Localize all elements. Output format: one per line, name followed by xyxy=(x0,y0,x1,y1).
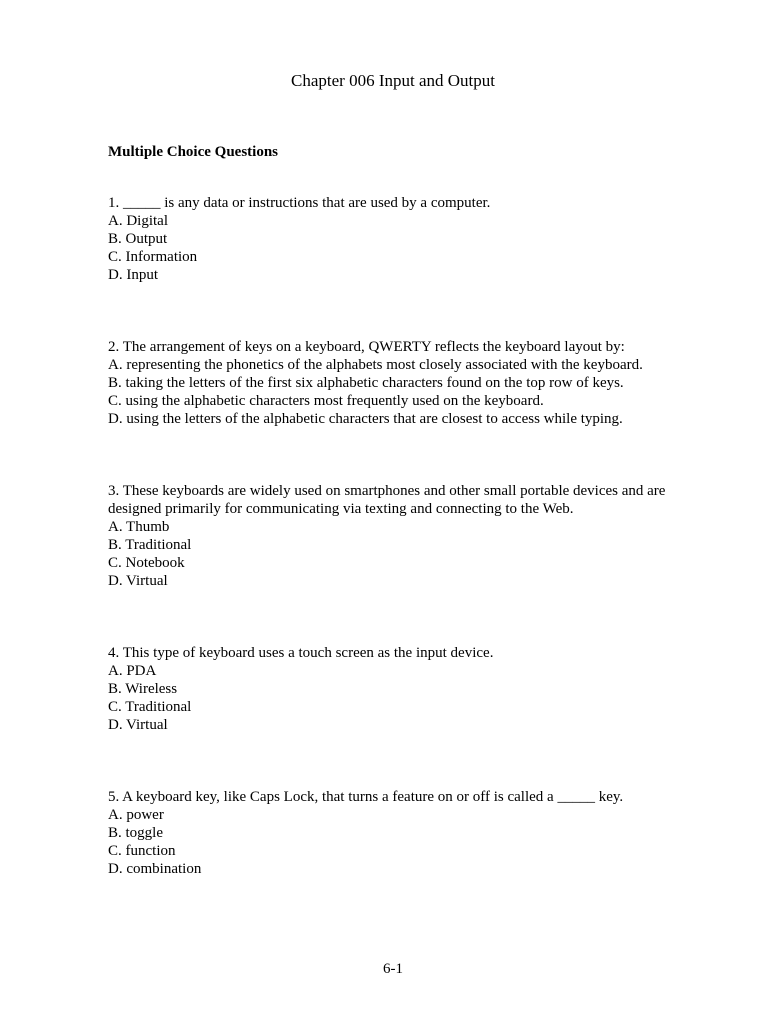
answer-option-c: C. Information xyxy=(108,249,198,265)
question-3 xyxy=(108,482,688,590)
question-5 xyxy=(108,788,688,878)
answer-option-b: B. Wireless xyxy=(108,681,178,697)
answer-option-c: C. Traditional xyxy=(108,699,192,715)
answer-option-a: A. representing the phonetics of the alphabets most closely associated with the keyboard. xyxy=(108,357,643,373)
answer-option-a: A. Thumb xyxy=(108,519,170,535)
question-2 xyxy=(108,338,688,428)
question-stem: 3. These keyboards are widely used on smartphones and other small portable devices and are designed primarily for communicating via texting and connecting to the Web. xyxy=(108,483,670,517)
page-title: Chapter 006 Input and Output xyxy=(291,71,495,90)
answer-option-d: D. Virtual xyxy=(108,717,168,733)
section-heading: Multiple Choice Questions xyxy=(108,144,279,160)
answer-option-a: A. Digital xyxy=(108,213,168,229)
answer-option-c: C. using the alphabetic characters most frequently used on the keyboard. xyxy=(108,393,544,409)
question-stem: 4. This type of keyboard uses a touch screen as the input device. xyxy=(108,645,494,661)
question-4 xyxy=(108,644,688,734)
question-1 xyxy=(108,194,688,284)
question-stem: 2. The arrangement of keys on a keyboard, QWERTY reflects the keyboard layout by: xyxy=(108,339,625,355)
answer-option-a: A. power xyxy=(108,807,164,823)
answer-option-d: D. Input xyxy=(108,267,158,283)
question-stem: 1. _____ is any data or instructions that are used by a computer. xyxy=(108,195,491,211)
answer-option-d: D. Virtual xyxy=(108,573,168,589)
answer-option-d: D. using the letters of the alphabetic characters that are closest to access while typing. xyxy=(108,411,623,427)
page-number: 6-1 xyxy=(383,961,403,977)
answer-option-d: D. combination xyxy=(108,861,202,877)
answer-option-b: B. Traditional xyxy=(108,537,192,553)
question-stem: 5. A keyboard key, like Caps Lock, that turns a feature on or off is called a _____ key. xyxy=(108,789,624,805)
answer-option-c: C. function xyxy=(108,843,176,859)
answer-option-a: A. PDA xyxy=(108,663,157,679)
answer-option-c: C. Notebook xyxy=(108,555,185,571)
answer-option-b: B. taking the letters of the first six alphabetic characters found on the top row of keys. xyxy=(108,375,624,391)
answer-option-b: B. Output xyxy=(108,231,168,247)
answer-option-b: B. toggle xyxy=(108,825,163,841)
